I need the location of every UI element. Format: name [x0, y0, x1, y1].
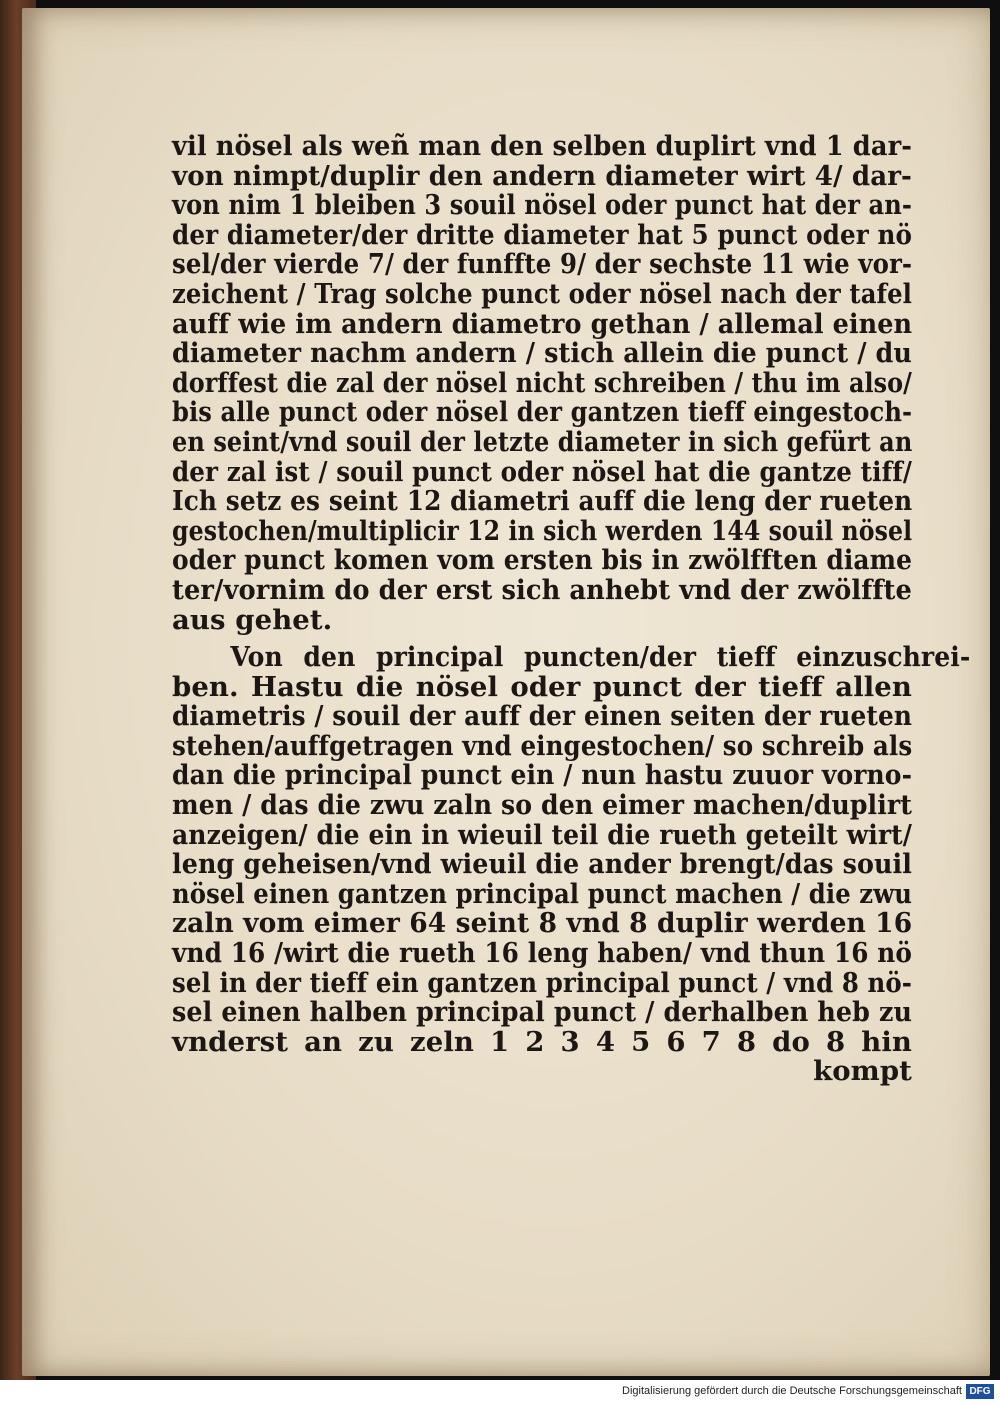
text-line: oder punct komen vom ersten bis in zwölfften diame — [172, 544, 913, 577]
text-line: ter/vornim do der erst sich anhebt vnd der zwölffte — [172, 573, 912, 606]
text-line: ben. Hastu die nösel oder punct der tieff allen — [172, 670, 912, 703]
text-line: vnderst an zu zeln 1 2 3 4 5 6 7 8 do 8 hin — [172, 1025, 912, 1058]
page-text — [172, 130, 971, 1088]
text-line: vil nösel als weñ man den selben duplirt vnd 1 dar- — [172, 130, 912, 162]
text-line: sel/der vierde 7/ der funffte 9/ der sechste 11 wie vor- — [172, 248, 913, 281]
paragraph-2 — [172, 641, 971, 1058]
paragraph-1 — [172, 132, 912, 635]
text-line: nösel einen gantzen principal punct machen / die zwu — [172, 877, 912, 910]
text-line: sel einen halben principal punct / derhalben heb zu — [172, 996, 913, 1029]
text-line: stehen/auffgetragen vnd eingestochen/ so schreib als — [172, 729, 913, 762]
text-line: diameter nachm andern / stich allein die punct / du — [172, 337, 912, 370]
text-line: der diameter/der dritte diameter hat 5 punct oder nö — [172, 218, 913, 251]
section-heading-line: Von den principal puncten/der tieff einzuschrei- — [230, 641, 971, 674]
text-line: bis alle punct oder nösel der gantzen tieff eingestoch- — [172, 396, 913, 429]
text-line: von nimpt/duplir den andern diameter wirt 4/ dar- — [172, 159, 912, 192]
text-line: aus gehet. — [172, 603, 333, 636]
text-line: zaln vom eimer 64 seint 8 vnd 8 duplir werden 16 — [172, 907, 913, 940]
text-line: leng geheisen/vnd wieuil die ander brengt/das souil — [172, 848, 913, 881]
text-line: zeichent / Trag solche punct oder nösel nach der tafel — [172, 277, 912, 310]
footer-credit-text: Digitalisierung gefördert durch die Deutsche Forschungsgemeinschaft — [622, 1385, 962, 1397]
text-line: sel in der tieff ein gantzen principal punct / vnd 8 nö- — [172, 966, 913, 999]
digitization-footer — [0, 1380, 1000, 1404]
dfg-logo: DFG — [966, 1384, 994, 1399]
text-line: en seint/vnd souil der letzte diameter in sich gefürt an — [172, 425, 913, 458]
text-line: Ich setz es seint 12 diametri auff die leng der rueten — [172, 485, 913, 518]
text-line: auff wie im andern diametro gethan / allemal einen — [172, 307, 913, 340]
text-line: dan die principal punct ein / nun hastu zuuor vorno- — [172, 759, 913, 792]
text-line: der zal ist / souil punct oder nösel hat die gantze tiff/ — [172, 455, 912, 488]
text-line: gestochen/multiplicir 12 in sich werden 144 souil nösel — [172, 514, 913, 547]
text-line: men / das die zwu zaln so den eimer machen/duplirt — [172, 789, 912, 822]
text-line: von nim 1 bleiben 3 souil nösel oder punct hat der an- — [172, 189, 912, 222]
text-line: diametris / souil der auff der einen seiten der rueten — [172, 700, 912, 733]
catchword: kompt — [813, 1055, 912, 1088]
text-line: dorffest die zal der nösel nicht schreiben / thu im also/ — [172, 366, 912, 399]
text-line: anzeigen/ die ein in wieuil teil die rueth geteilt wirt/ — [172, 818, 912, 851]
text-line: vnd 16 /wirt die rueth 16 leng haben/ vnd thun 16 nö — [172, 937, 912, 970]
